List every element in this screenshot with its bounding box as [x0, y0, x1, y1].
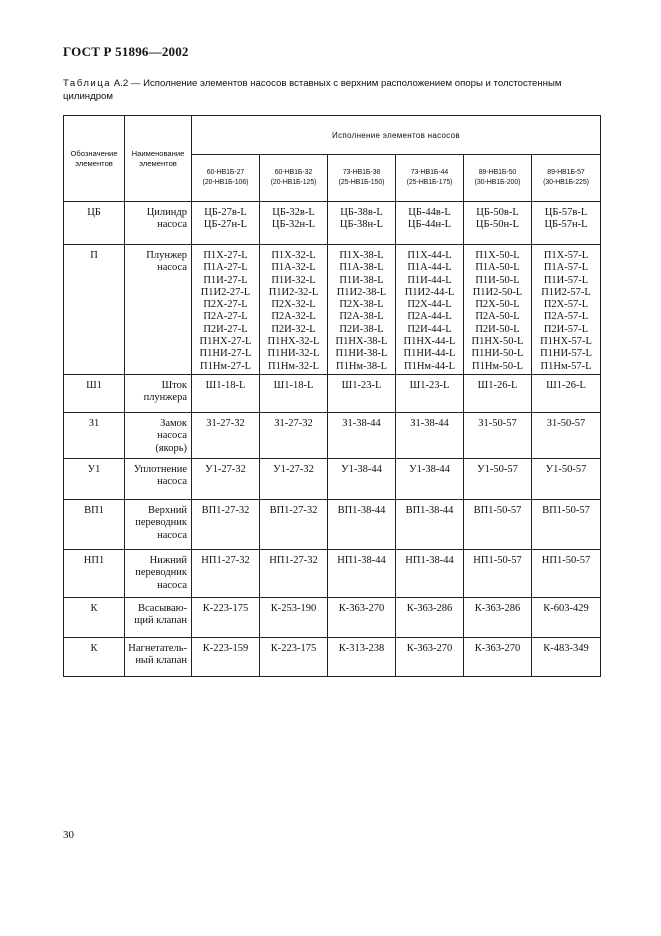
- table-cell: [192, 245, 260, 375]
- table-cell: [396, 500, 464, 550]
- element-name-text: Уплотнение насоса: [133, 464, 187, 488]
- cell-text: Ш1-18-L: [205, 380, 246, 391]
- element-name-text: Всасываю- щий клапан: [134, 603, 187, 627]
- table-cell: [192, 375, 260, 413]
- cell-text: У1-38-44: [409, 464, 450, 475]
- cell-text: П1Х-38-L П1А-38-L П1И-38-L П1И2-38-L П2Х-38-L П2А-38-L П2И-38-L П1НХ-38-L П1НИ-38-L П1Нм-38-L: [335, 250, 388, 372]
- cell-text: К-363-270: [474, 643, 521, 654]
- table-cell: [396, 245, 464, 375]
- table-cell: [260, 413, 328, 459]
- cell-text: З1-50-57: [546, 418, 586, 429]
- table-cell: [192, 413, 260, 459]
- cell-text: ЦБ-50в-L ЦБ-50н-L: [475, 207, 520, 231]
- element-name: [125, 598, 192, 638]
- table-cell: [396, 375, 464, 413]
- cell-text: П1Х-44-L П1А-44-L П1И-44-L П1И2-44-L П2Х-44-L П2А-44-L П2И-44-L П1НХ-44-L П1НИ-44-L П1Нм-44-L: [403, 250, 456, 372]
- cell-text: НП1-27-32: [269, 555, 318, 566]
- table-cell: [192, 638, 260, 677]
- element-name-text: Нижний переводник насоса: [135, 555, 187, 591]
- cell-text: ВП1-50-57: [473, 505, 522, 516]
- cell-text: НП1-50-57: [541, 555, 591, 566]
- cell-text: НП1-38-44: [405, 555, 454, 566]
- cell-text: К-363-270: [406, 643, 453, 654]
- table-cell: [328, 500, 396, 550]
- table-cell: [328, 413, 396, 459]
- element-code-text: НП1: [83, 555, 105, 566]
- element-name-text: Плунжер насоса: [146, 250, 187, 274]
- table-cell: [532, 375, 601, 413]
- cell-text: ЦБ-32в-L ЦБ-32н-L: [271, 207, 316, 231]
- table-cell: [328, 638, 396, 677]
- caption-label: Таблица: [63, 78, 112, 89]
- element-name: [125, 202, 192, 245]
- table-cell: [260, 500, 328, 550]
- element-code: [64, 202, 125, 245]
- cell-text: П1Х-50-L П1А-50-L П1И-50-L П1И2-50-L П2Х-50-L П2А-50-L П2И-50-L П1НХ-50-L П1НИ-50-L П1Нм-50-L: [471, 250, 524, 372]
- table-cell: [464, 202, 532, 245]
- page-number: 30: [63, 829, 74, 841]
- cell-text: К-313-238: [338, 643, 385, 654]
- table-row: [64, 638, 601, 677]
- cell-text: ЦБ-38в-L ЦБ-38н-L: [339, 207, 384, 231]
- element-name-text: Нагнетатель- ный клапан: [128, 643, 187, 667]
- element-code: [64, 500, 125, 550]
- table-row: [64, 459, 601, 500]
- table-cell: [464, 413, 532, 459]
- element-name-text: Цилиндр насоса: [146, 207, 187, 231]
- cell-text: К-603-429: [543, 603, 589, 614]
- element-name: [125, 413, 192, 459]
- cell-text: К-363-286: [406, 603, 453, 614]
- cell-text: З1-38-44: [342, 418, 381, 429]
- cell-text: ЦБ-27в-L ЦБ-27н-L: [203, 207, 248, 231]
- table-cell: [396, 598, 464, 638]
- cell-text: ЦБ-44в-L ЦБ-44н-L: [407, 207, 452, 231]
- element-code: [64, 459, 125, 500]
- cell-text: П1Х-57-L П1А-57-L П1И-57-L П1И2-57-L П2Х-57-L П2А-57-L П2И-57-L П1НХ-57-L П1НИ-57-L П1Нм-57-L: [540, 250, 592, 372]
- table-cell: [464, 245, 532, 375]
- caption-text: А.2 — Исполнение элементов насосов вставных с верхним расположением опоры и толстостенным цилиндром: [63, 78, 562, 102]
- table-cell: [532, 638, 601, 677]
- table-cell: [260, 245, 328, 375]
- table-row: [64, 550, 601, 598]
- table-cell: [328, 459, 396, 500]
- document-code: ГОСТ Р 51896—2002: [63, 44, 189, 59]
- table-cell: [464, 638, 532, 677]
- table-cell: [464, 375, 532, 413]
- table-caption: [63, 77, 603, 103]
- cell-text: К-363-286: [474, 603, 521, 614]
- table-row: [64, 413, 601, 459]
- table-body: [64, 202, 601, 677]
- table-cell: [464, 550, 532, 598]
- cell-text: У1-38-44: [341, 464, 382, 475]
- header-model-6: 89-НВ1Б-57 (30-НВ1Б-225): [532, 155, 601, 202]
- table-row: [64, 500, 601, 550]
- table-row: [64, 245, 601, 375]
- cell-text: Ш1-23-L: [341, 380, 382, 391]
- cell-text: ВП1-27-32: [201, 505, 250, 516]
- header-name: Наименование элементов: [125, 116, 192, 202]
- cell-text: Ш1-26-L: [477, 380, 518, 391]
- header-model-1: 60-НВ1Б-27 (20-НВ1Б-106): [192, 155, 260, 202]
- table-cell: [260, 550, 328, 598]
- table-cell: [532, 598, 601, 638]
- cell-text: П1Х-27-L П1А-27-L П1И-27-L П1И2-27-L П2Х-27-L П2А-27-L П2И-27-L П1НХ-27-L П1НИ-27-L П1Нм-27-L: [199, 250, 252, 372]
- element-code-text: П: [90, 250, 98, 261]
- table-cell: [396, 202, 464, 245]
- table-cell: [260, 202, 328, 245]
- element-code: [64, 245, 125, 375]
- cell-text: У1-27-32: [205, 464, 246, 475]
- table-cell: [328, 550, 396, 598]
- element-code-text: З1: [88, 418, 100, 429]
- header-model-5: 89-НВ1Б-50 (30-НВ1Б-200): [464, 155, 532, 202]
- cell-text: К-223-175: [202, 603, 249, 614]
- element-name-text: Замок насоса (якорь): [155, 418, 187, 454]
- cell-text: У1-50-57: [477, 464, 518, 475]
- cell-text: ВП1-38-44: [337, 505, 386, 516]
- element-name: [125, 500, 192, 550]
- cell-text: К-223-159: [202, 643, 249, 654]
- cell-text: З1-27-32: [206, 418, 245, 429]
- element-name: [125, 375, 192, 413]
- element-name: [125, 638, 192, 677]
- cell-text: ВП1-50-57: [542, 505, 590, 516]
- cell-text: ВП1-27-32: [269, 505, 318, 516]
- cell-text: З1-27-32: [274, 418, 313, 429]
- cell-text: К-223-175: [270, 643, 317, 654]
- header-execution: Исполнение элементов насосов: [192, 116, 601, 155]
- cell-text: У1-27-32: [273, 464, 314, 475]
- table-cell: [532, 459, 601, 500]
- table-row: [64, 375, 601, 413]
- cell-text: НП1-27-32: [201, 555, 250, 566]
- element-code: [64, 375, 125, 413]
- table-row: [64, 202, 601, 245]
- header-model-4: 73-НВ1Б-44 (25-НВ1Б-175): [396, 155, 464, 202]
- table-cell: [192, 598, 260, 638]
- table-cell: [532, 500, 601, 550]
- header-model-2: 60-НВ1Б-32 (20-НВ1Б-125): [260, 155, 328, 202]
- table-cell: [464, 459, 532, 500]
- table-cell: [532, 550, 601, 598]
- table-cell: [192, 500, 260, 550]
- table-cell: [396, 413, 464, 459]
- table-cell: [464, 598, 532, 638]
- element-code-text: ЦБ: [87, 207, 101, 218]
- cell-text: Ш1-26-L: [546, 380, 586, 391]
- table-cell: [192, 459, 260, 500]
- pump-elements-table: [63, 115, 601, 677]
- element-code-text: К: [90, 603, 98, 614]
- element-code: [64, 598, 125, 638]
- table-cell: [532, 413, 601, 459]
- cell-text: НП1-50-57: [473, 555, 522, 566]
- cell-text: ЦБ-57в-L ЦБ-57н-L: [544, 207, 588, 231]
- table-cell: [396, 550, 464, 598]
- table-cell: [260, 598, 328, 638]
- table-cell: [192, 202, 260, 245]
- cell-text: Ш1-18-L: [273, 380, 314, 391]
- element-name: [125, 245, 192, 375]
- table-cell: [532, 202, 601, 245]
- cell-text: З1-50-57: [478, 418, 517, 429]
- cell-text: У1-50-57: [545, 464, 587, 475]
- table-cell: [396, 459, 464, 500]
- cell-text: К-253-190: [270, 603, 317, 614]
- element-name: [125, 459, 192, 500]
- cell-text: ВП1-38-44: [405, 505, 454, 516]
- table-cell: [328, 375, 396, 413]
- table-cell: [328, 245, 396, 375]
- table-cell: [192, 550, 260, 598]
- cell-text: Ш1-23-L: [409, 380, 450, 391]
- element-name: [125, 550, 192, 598]
- element-name-text: Верхний переводник насоса: [135, 505, 187, 541]
- header-designation: Обозначение элементов: [64, 116, 125, 202]
- element-name-text: Шток плунжера: [143, 380, 187, 404]
- element-code: [64, 550, 125, 598]
- cell-text: К-483-349: [543, 643, 589, 654]
- cell-text: НП1-38-44: [337, 555, 386, 566]
- table-cell: [260, 459, 328, 500]
- table-cell: [328, 598, 396, 638]
- element-code-text: Ш1: [86, 380, 102, 391]
- header-row-top: [64, 116, 601, 155]
- table-cell: [532, 245, 601, 375]
- table-cell: [260, 638, 328, 677]
- table-cell: [260, 375, 328, 413]
- element-code-text: У1: [87, 464, 101, 475]
- cell-text: П1Х-32-L П1А-32-L П1И-32-L П1И2-32-L П2Х-32-L П2А-32-L П2И-32-L П1НХ-32-L П1НИ-32-L П1Нм-32-L: [267, 250, 320, 372]
- table-row: [64, 598, 601, 638]
- element-code-text: К: [90, 643, 98, 654]
- table-cell: [464, 500, 532, 550]
- header-model-3: 73-НВ1Б-38 (25-НВ1Б-150): [328, 155, 396, 202]
- cell-text: К-363-270: [338, 603, 385, 614]
- element-code: [64, 413, 125, 459]
- table-cell: [328, 202, 396, 245]
- element-code: [64, 638, 125, 677]
- cell-text: З1-38-44: [410, 418, 449, 429]
- table-cell: [396, 638, 464, 677]
- element-code-text: ВП1: [84, 505, 104, 516]
